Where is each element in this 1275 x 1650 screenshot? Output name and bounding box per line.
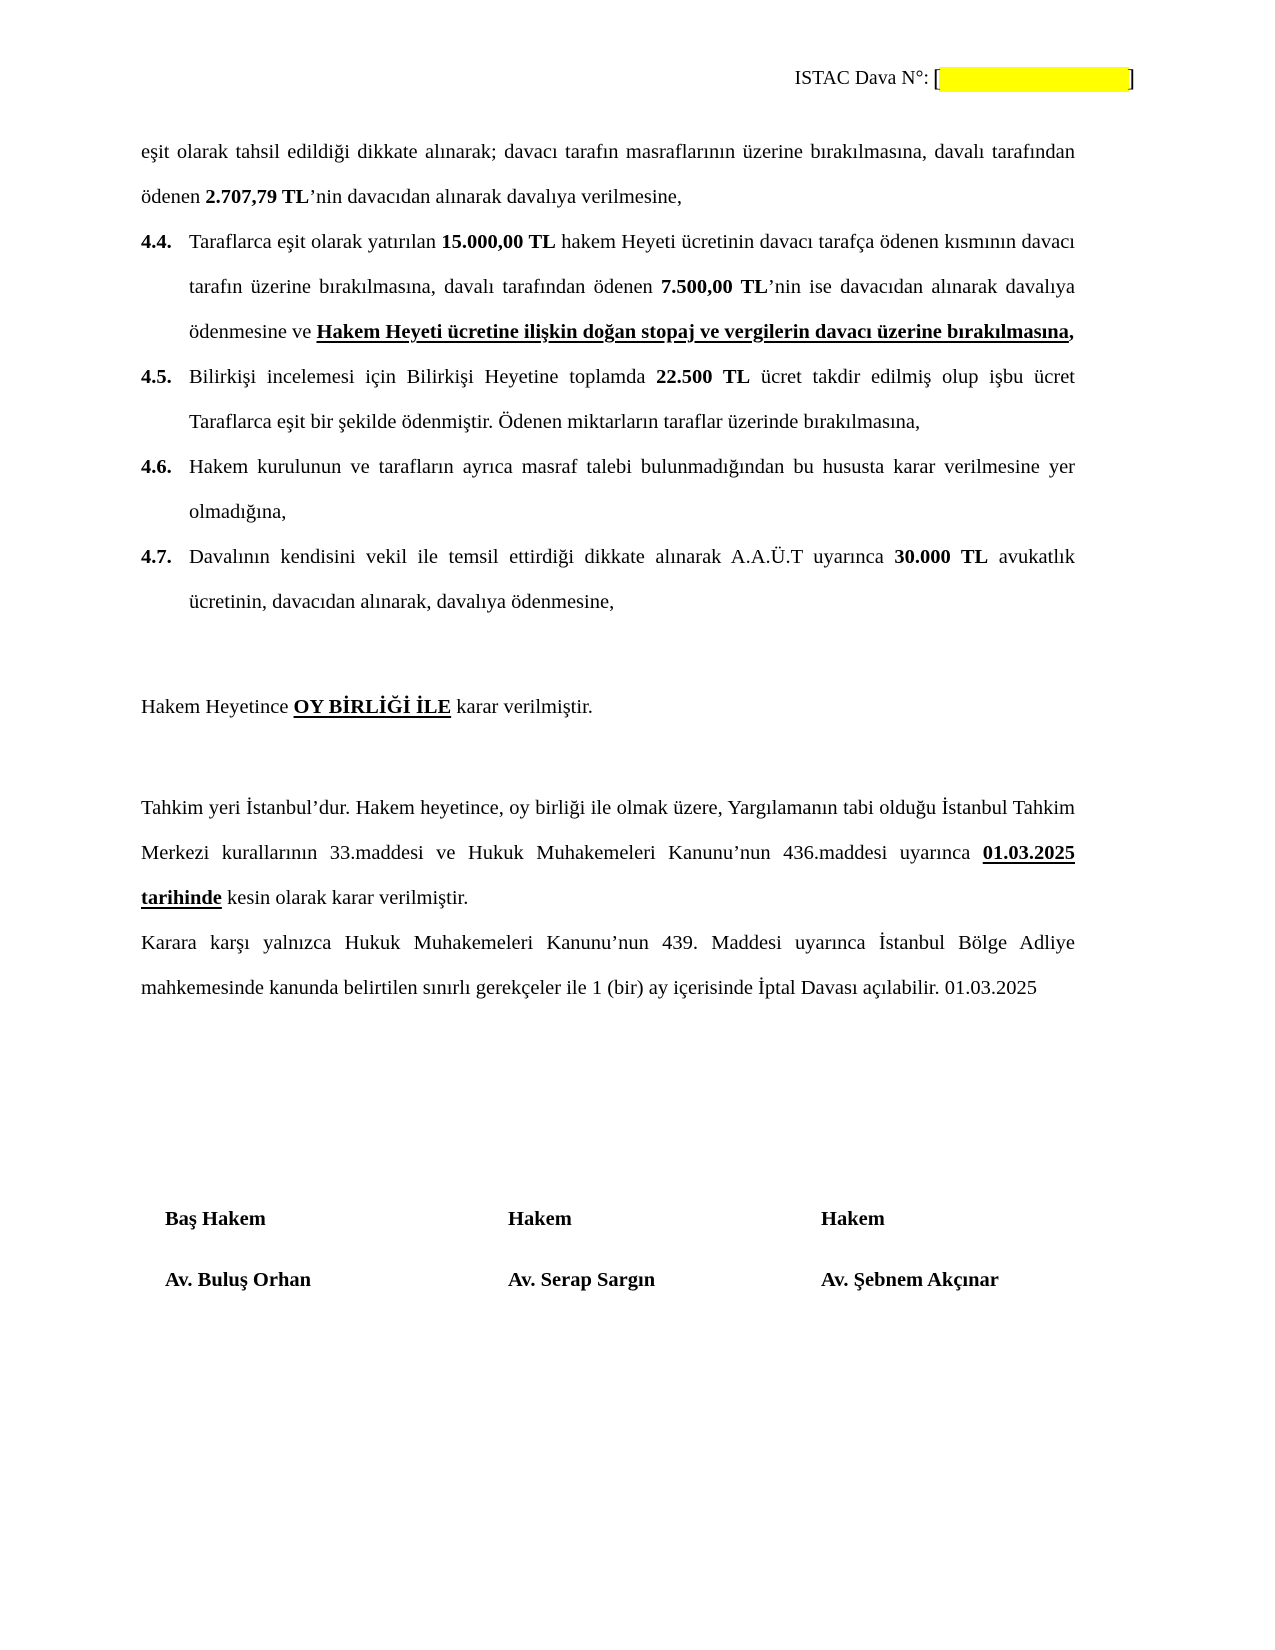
seat-text-2: kesin olarak karar verilmiştir.	[221, 887, 469, 909]
signature-names-row	[141, 1269, 1075, 1292]
paragraph-unanimity	[141, 685, 1075, 730]
signature-title-2: Hakem	[508, 1208, 572, 1230]
paragraph-lead	[141, 130, 1075, 220]
clause-4-4-number: 4.4.	[141, 231, 172, 253]
paragraph-seat-of-arbitration	[141, 786, 1075, 921]
paragraph-appeal	[141, 921, 1075, 1011]
signature-block	[141, 1208, 1075, 1292]
lead-text-2: ’nin davacıdan alınarak davalıya verilmesine,	[309, 186, 683, 208]
unanimity-emphasis: OY BİRLİĞİ İLE	[293, 696, 452, 718]
clause-4-4	[141, 220, 1075, 355]
signature-title-3: Hakem	[821, 1208, 885, 1230]
bracket-open: [	[933, 66, 941, 92]
signature-title-1: Baş Hakem	[165, 1208, 266, 1230]
clause-4-4-seg-3: 7.500,00 TL	[661, 276, 768, 298]
clause-4-5-seg-1: 22.500 TL	[656, 366, 751, 388]
clause-4-5-seg-2: ücret takdir edilmiş olup işbu ücret Taraflarca eşit bir şekilde ödenmiştir. Ödenen miktarların taraflar üzerinde bırakılmasına,	[189, 366, 1075, 433]
seat-text-1: Tahkim yeri İstanbul’dur. Hakem heyetince, oy birliği ile olmak üzere, Yargılamanın tabi olduğu İstanbul Tahkim Merkezi kurallarının 33.maddesi ve Hukuk Muhakemeleri Kanunu’nun 436.maddesi uyarınca	[141, 797, 1075, 864]
signature-name-1: Av. Buluş Orhan	[165, 1269, 312, 1291]
seat-date-emphasis: 01.03.2025 tarihinde	[141, 842, 1075, 909]
document-header	[140, 62, 1135, 96]
signature-name-2: Av. Serap Sargın	[508, 1269, 656, 1291]
clause-4-4-seg-2: hakem Heyeti ücretinin davacı tarafça ödenen kısmının davacı tarafın üzerine bırakılmasına, davalı tarafından ödenen	[189, 231, 1075, 298]
clause-4-5-number: 4.5.	[141, 366, 172, 388]
clause-4-4-seg-0: Taraflarca eşit olarak yatırılan	[189, 231, 442, 253]
clause-4-5-seg-0: Bilirkişi incelemesi için Bilirkişi Heyetine toplamda	[189, 366, 657, 388]
clause-4-4-emphasis: Hakem Heyeti ücretine ilişkin doğan stopaj ve vergilerin davacı üzerine bırakılmasına	[316, 321, 1069, 343]
lead-text-1: eşit olarak tahsil edildiği dikkate alınarak; davacı tarafın masraflarının üzerine bırakılmasına, davalı tarafından ödenen	[141, 141, 1075, 208]
spacer-before-seat	[141, 730, 1075, 786]
clause-4-7-seg-1: 30.000 TL	[894, 546, 989, 568]
lead-amount: 2.707,79 TL	[205, 186, 310, 208]
clause-4-5	[141, 355, 1075, 445]
clause-4-7-seg-0: Davalının kendisini vekil ile temsil ettirdiği dikkate alınarak A.A.Ü.T uyarınca	[189, 546, 895, 568]
clause-4-4-seg-4: ’nin ise davacıdan alınarak davalıya ödenmesine ve	[189, 276, 1075, 343]
document-body	[141, 130, 1075, 1011]
case-number-highlight-input[interactable]	[939, 67, 1129, 92]
case-number-field[interactable]	[933, 67, 1135, 92]
case-number-label: ISTAC Dava N°:	[794, 68, 929, 89]
clause-4-4-seg-1: 15.000,00 TL	[441, 231, 556, 253]
clause-4-4-seg-6: ,	[1068, 321, 1075, 343]
clause-4-7-number: 4.7.	[141, 546, 172, 568]
appeal-text: Karara karşı yalnızca Hukuk Muhakemeleri Kanunu’nun 439. Maddesi uyarınca İstanbul Bölge Adliye mahkemesinde kanunda belirtilen sınırlı gerekçeler ile 1 (bir) ay içerisinde İptal Davası açılabilir. 01.03.2025	[141, 932, 1075, 999]
bracket-close: ]	[1127, 66, 1135, 92]
clause-4-6-seg-0: Hakem kurulunun ve tarafların ayrıca masraf talebi bulunmadığından bu hususta karar verilmesine yer olmadığına,	[189, 456, 1075, 523]
clause-4-6	[141, 445, 1075, 535]
unanimity-text-1: Hakem Heyetince	[141, 696, 294, 718]
unanimity-text-2: karar verilmiştir.	[451, 696, 593, 718]
signature-name-3: Av. Şebnem Akçınar	[821, 1269, 999, 1291]
clause-4-6-number: 4.6.	[141, 456, 172, 478]
signature-titles-row	[141, 1208, 1075, 1231]
spacer-before-unanimity	[141, 625, 1075, 685]
clause-4-7	[141, 535, 1075, 625]
clause-4-7-seg-2: avukatlık ücretinin, davacıdan alınarak, davalıya ödenmesine,	[189, 546, 1075, 613]
